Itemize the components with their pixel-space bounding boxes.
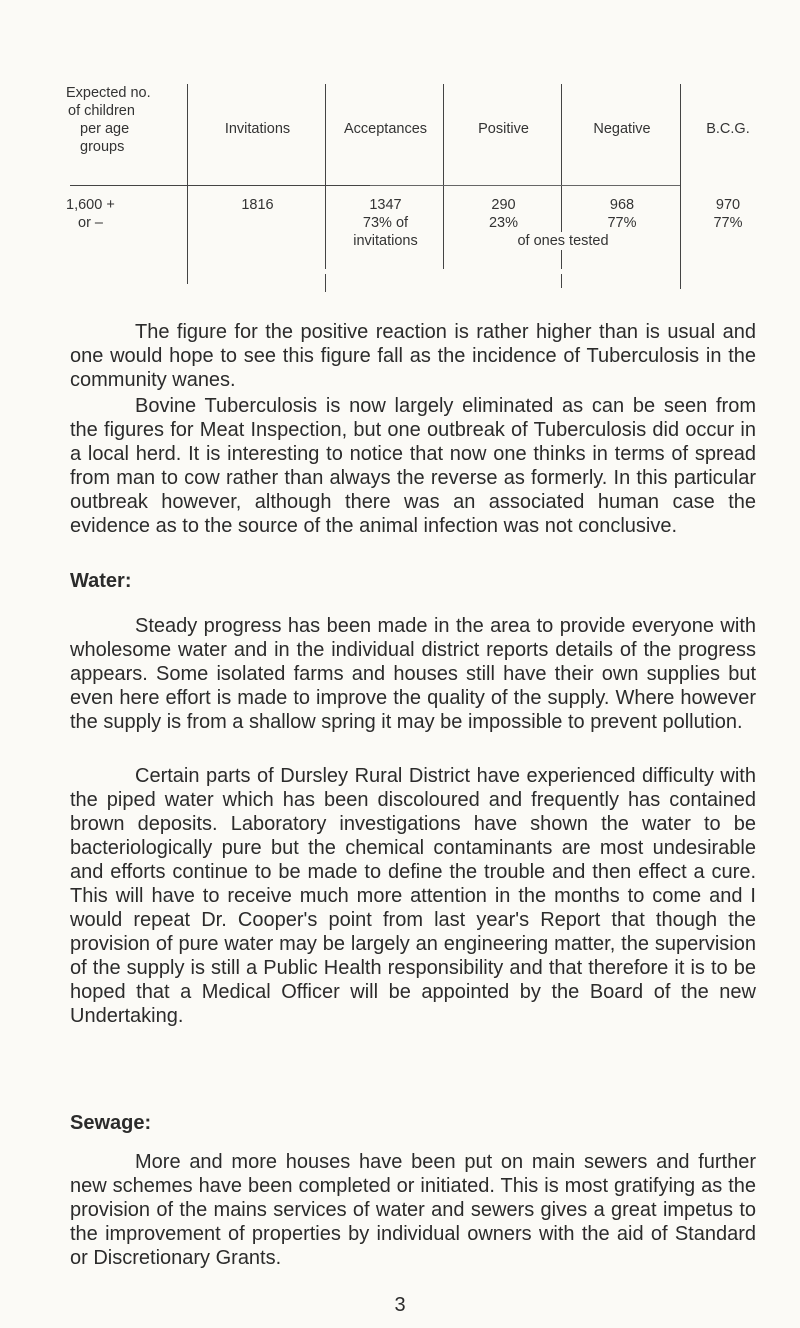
cell-acceptances-percent: 73% of xyxy=(362,215,409,231)
heading-sewage: Sewage: xyxy=(70,1112,152,1134)
cell-acceptances-note: invitations xyxy=(353,233,418,249)
header-positive: Positive xyxy=(478,121,529,137)
cell-negative-count: 968 xyxy=(609,197,635,213)
paragraph-water-progress: Steady progress has been made in the area to provide everyone with wholesome water and in the individual district reports details of the progress appears. Some isolated farms and houses still have their own supplies but even here effort is made to improve the quality of the supply. Where however the supply is from a shallow spring it may be impossible to prevent pollution. xyxy=(70,615,756,733)
header-groups-line-1: Expected no. xyxy=(66,85,151,101)
cell-negative-percent: 77% xyxy=(607,215,637,231)
header-negative: Negative xyxy=(593,121,651,137)
header-groups-line-2: of children xyxy=(68,103,135,119)
cell-groups-line-2: or – xyxy=(78,215,103,231)
cell-bcg-percent: 77% xyxy=(713,215,743,231)
cell-positive-count: 290 xyxy=(491,197,516,213)
paragraph-dursley-water: Certain parts of Dursley Rural District have experienced difficulty with the piped water which has been discoloured and frequently has contained brown deposits. Laboratory investigations have shown the water to be bacteriologically pure but the chemical contaminants are most undesirable and efforts continue to be made to define the trouble and then effect a cure. This will have to receive much more attention in the months to come and I would repeat Dr. Cooper's point from last year's Report that though the provision of pure water may be largely an engineering matter, the supervision of the supply is still a Public Health responsibility and that therefore it is to be hoped that a Medical Officer will be appointed by the Board of the new Undertaking. xyxy=(70,765,756,1027)
cell-acceptances-count: 1347 xyxy=(369,197,402,213)
paragraph-sewage: More and more houses have been put on main sewers and further new schemes have been completed or initiated. This is most gratifying as the provision of the mains services of water and sewers gives a great impetus to the improvement of properties by individual owners with the aid of Standard or Discretionary Grants. xyxy=(70,1151,756,1269)
cell-positive-percent: 23% xyxy=(488,215,519,231)
header-expected-groups xyxy=(66,84,176,156)
cell-ones-tested-note: of ones tested xyxy=(446,232,680,250)
heading-water: Water: xyxy=(70,570,132,592)
header-bcg: B.C.G. xyxy=(706,121,750,137)
tuberculin-test-table xyxy=(66,84,760,294)
paragraph-bovine-tuberculosis: Bovine Tuberculosis is now largely eliminated as can be seen from the figures for Meat Inspection, but one outbreak of Tuberculosis did occur in a local herd. It is interesting to notice that now one thinks in terms of spread from man to cow rather than always the reverse as formerly. In this particular outbreak however, although there was an associated human case the evidence as to the source of the animal infection was not conclusive. xyxy=(70,395,756,537)
header-groups-line-4: groups xyxy=(80,139,125,155)
cell-invitations: 1816 xyxy=(241,197,274,213)
header-acceptances: Acceptances xyxy=(343,121,428,137)
page-number: 3 xyxy=(394,1294,406,1316)
paragraph-positive-reaction: The figure for the positive reaction is rather higher than is usual and one would hope to see this figure fall as the incidence of Tuberculosis in the community wanes. xyxy=(70,321,756,391)
header-invitations: Invitations xyxy=(224,121,291,137)
cell-groups-line-1: 1,600 + xyxy=(66,197,115,213)
header-groups-line-3: per age xyxy=(80,121,130,137)
cell-bcg-count: 970 xyxy=(715,197,741,213)
